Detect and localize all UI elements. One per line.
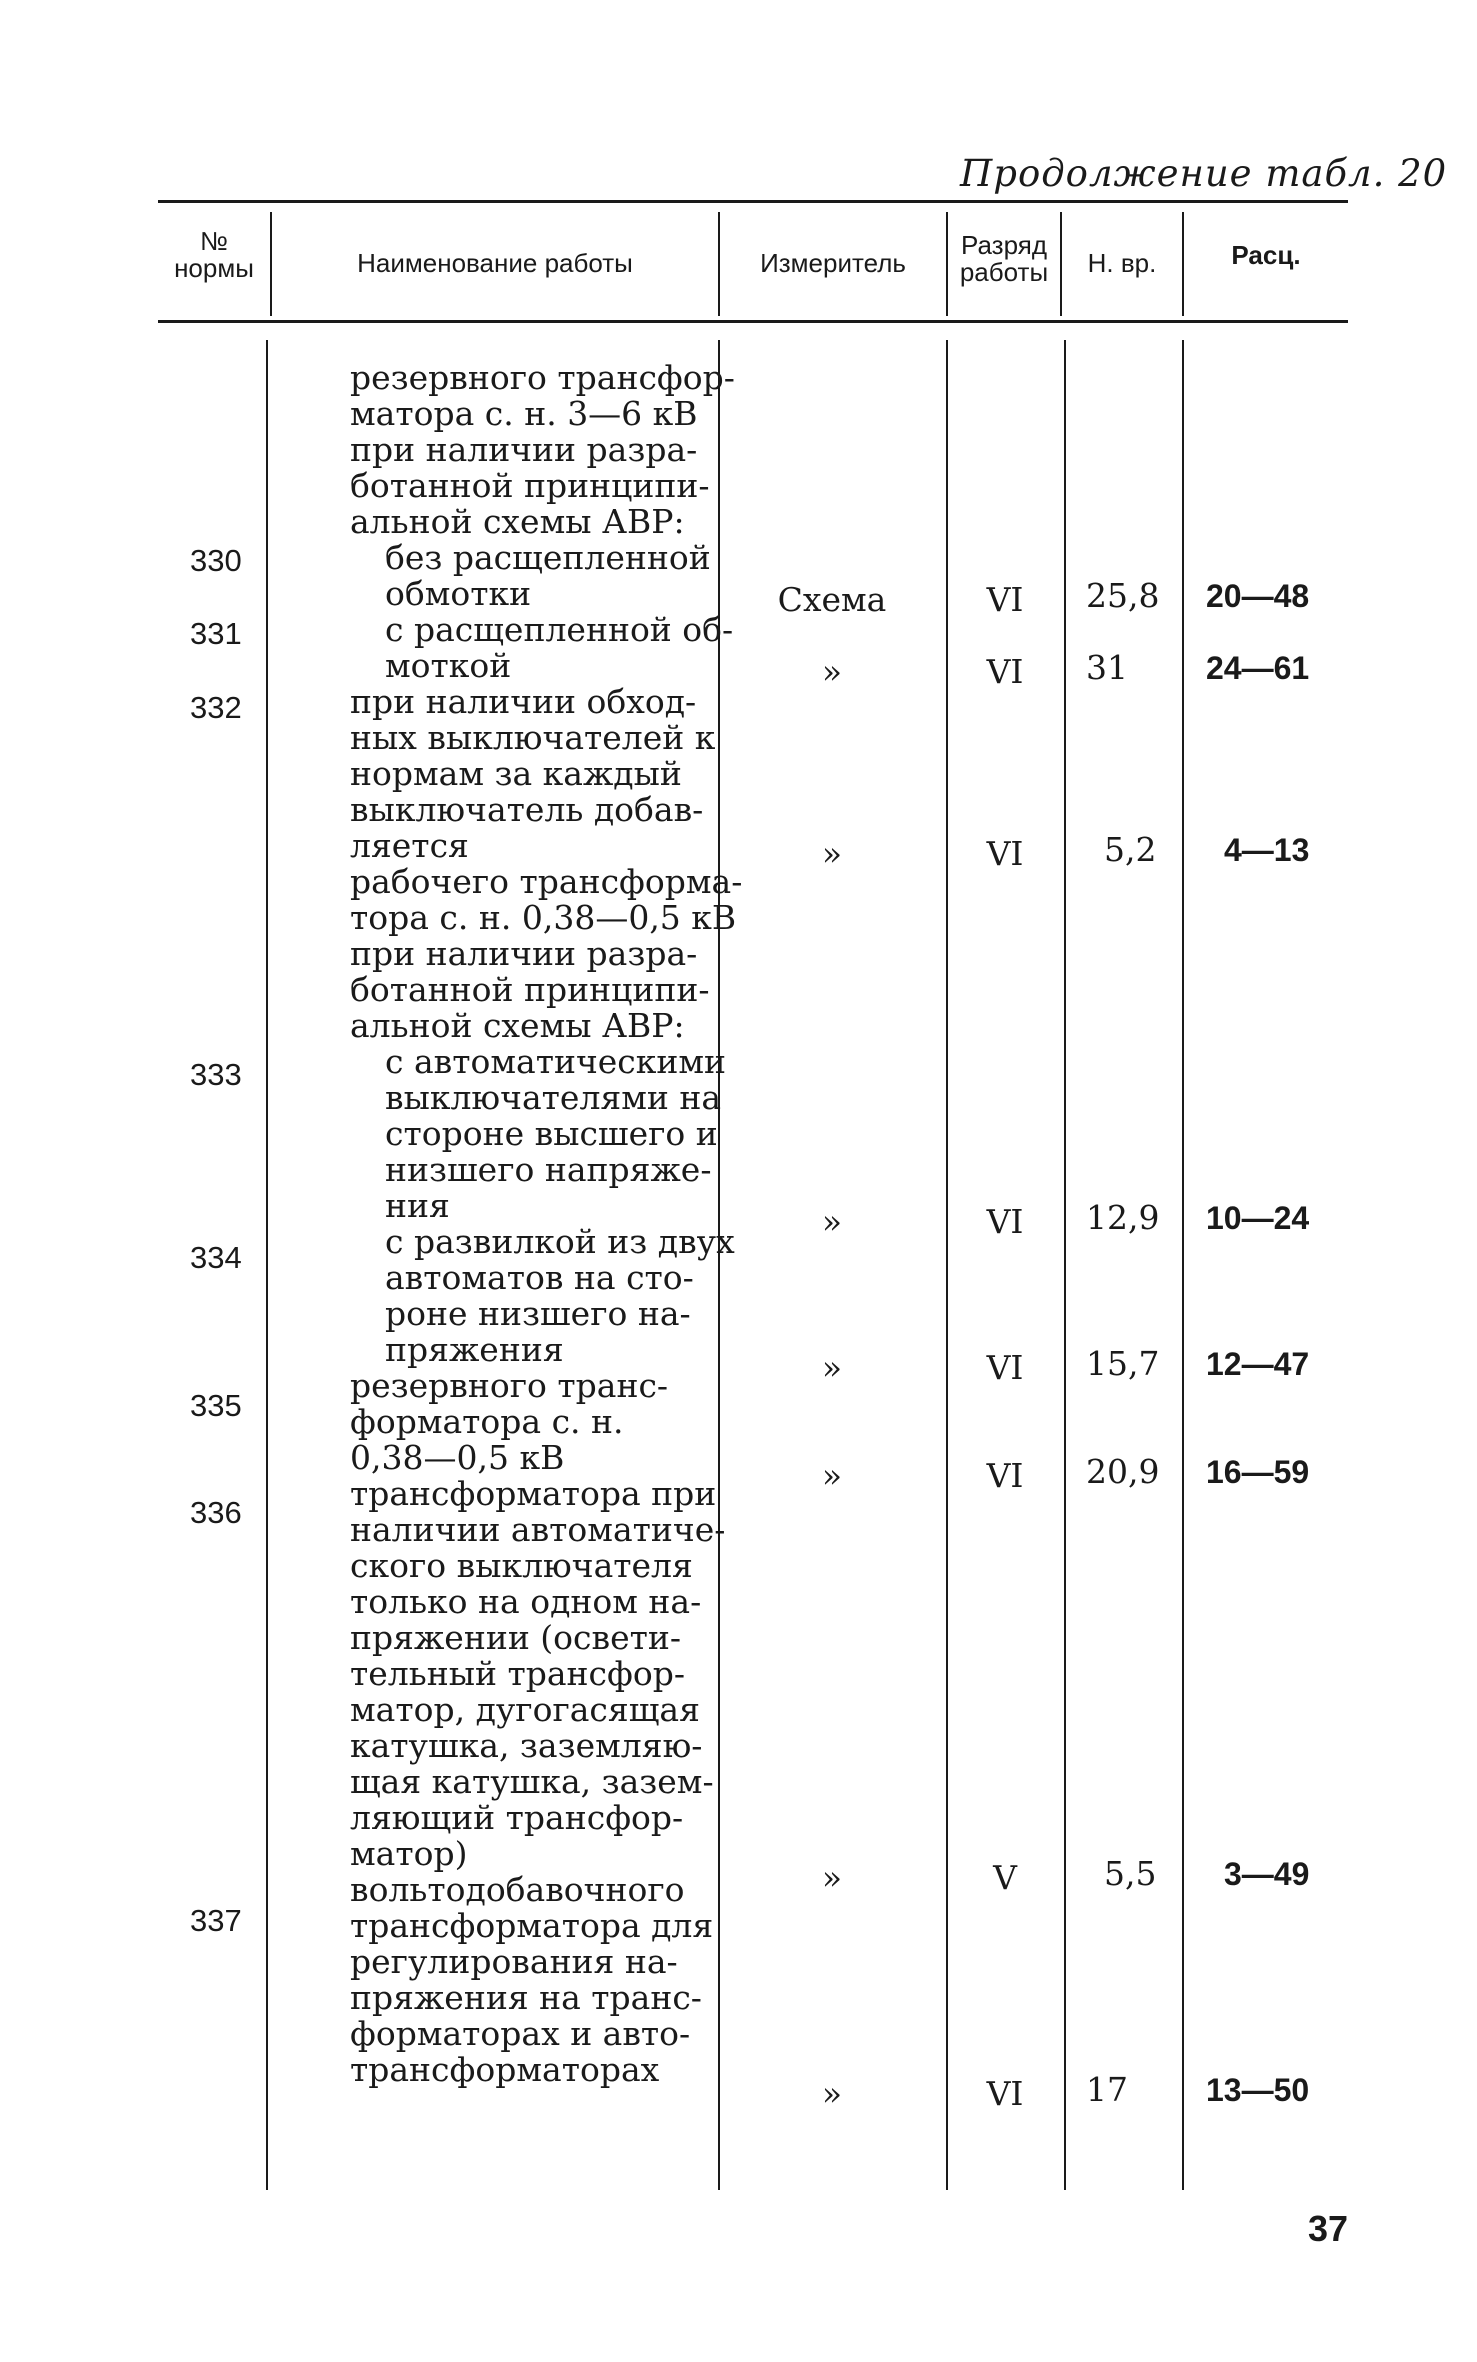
measure-value: » — [821, 2074, 843, 2113]
description-line: форматорах и авто- — [350, 2014, 691, 2053]
grade-value: VI — [986, 834, 1024, 873]
norm-number: 333 — [190, 1057, 242, 1092]
rate-value: 12—47 — [1206, 1346, 1310, 1382]
description-line: трансформаторах — [350, 2050, 660, 2089]
header-norm-number: № нормы — [174, 226, 254, 284]
measure-value: » — [821, 1202, 843, 1241]
measure-value: Схема — [777, 580, 887, 619]
description-line: ных выключателей к — [350, 718, 716, 757]
header-measure: Измеритель — [760, 248, 906, 278]
body-sep-3 — [946, 340, 948, 2190]
body-sep-5 — [1182, 340, 1184, 2190]
header-grade: Разряд работы — [959, 230, 1049, 288]
description-line: тора с. н. 0,38—0,5 кВ — [350, 898, 737, 937]
description-line: матора с. н. 3—6 кВ — [350, 394, 698, 433]
header-rate: Расц. — [1231, 240, 1301, 270]
description-line: ляющий трансфор- — [350, 1798, 684, 1837]
description-line: ния — [385, 1186, 450, 1225]
body-sep-1 — [266, 340, 268, 2190]
description-line: стороне высшего и — [385, 1114, 718, 1153]
description-line: ботанной принципи- — [350, 970, 710, 1009]
description-line: пряжении (освети- — [350, 1618, 682, 1657]
time-norm-value: 15,7 — [1086, 1344, 1160, 1383]
header-sep-4 — [1060, 212, 1062, 316]
measure-value: » — [821, 652, 843, 691]
measure-value: » — [821, 834, 843, 873]
description-line: с автоматическими — [385, 1042, 727, 1081]
grade-value: VI — [986, 1456, 1024, 1495]
description-line: тельный трансфор- — [350, 1654, 685, 1693]
rate-value: 13—50 — [1206, 2072, 1310, 2108]
description-line: щая катушка, зазем- — [350, 1762, 714, 1801]
description-line: ского выключателя — [350, 1546, 693, 1585]
rate-value: 4—13 — [1224, 832, 1310, 868]
description-line: выключатель добав- — [350, 790, 704, 829]
description-line: альной схемы АВР: — [350, 502, 685, 541]
header-bottom-rule — [158, 320, 1348, 323]
body-sep-4 — [1064, 340, 1066, 2190]
page-number: 37 — [1308, 2208, 1349, 2249]
rate-value: 10—24 — [1206, 1200, 1310, 1236]
header-sep-3 — [946, 212, 948, 316]
time-norm-value: 5,5 — [1104, 1854, 1157, 1893]
description-line: при наличии разра- — [350, 430, 698, 469]
description-line: регулирования на- — [350, 1942, 678, 1981]
description-line: обмотки — [385, 574, 532, 613]
grade-value: VI — [986, 652, 1024, 691]
description-line: трансформатора для — [350, 1906, 714, 1945]
description-line: форматора с. н. — [350, 1402, 624, 1441]
grade-value: VI — [986, 1348, 1024, 1387]
rate-value: 3—49 — [1224, 1856, 1310, 1892]
description-line: пряжения на транс- — [350, 1978, 702, 2017]
description-line: вольтодобавочного — [350, 1870, 685, 1909]
header-sep-5 — [1182, 212, 1184, 316]
description-line: резервного трансфор- — [350, 358, 735, 397]
grade-value: VI — [986, 1202, 1024, 1241]
grade-value: VI — [986, 580, 1024, 619]
description-line: альной схемы АВР: — [350, 1006, 685, 1045]
norm-number: 332 — [190, 690, 242, 725]
description-line: моткой — [385, 646, 512, 685]
norm-number: 337 — [190, 1903, 242, 1938]
description-line: трансформатора при — [350, 1474, 717, 1513]
measure-value: » — [821, 1348, 843, 1387]
time-norm-value: 5,2 — [1104, 830, 1157, 869]
description-line: 0,38—0,5 кВ — [350, 1438, 565, 1477]
description-line: только на одном на- — [350, 1582, 702, 1621]
description-line: рабочего трансформа- — [350, 862, 743, 901]
table-continuation-title: Продолжение табл. 20 — [960, 152, 1448, 195]
description-line: матор, дугогасящая — [350, 1690, 700, 1729]
description-line: роне низшего на- — [385, 1294, 691, 1333]
norm-number: 330 — [190, 543, 242, 578]
time-norm-value: 25,8 — [1086, 576, 1160, 615]
description-line: резервного транс- — [350, 1366, 669, 1405]
description-line: автоматов на сто- — [385, 1258, 694, 1297]
norm-number: 334 — [190, 1240, 242, 1275]
rate-value: 24—61 — [1206, 650, 1310, 686]
description-line: при наличии разра- — [350, 934, 698, 973]
time-norm-value: 31 — [1086, 648, 1128, 687]
grade-value: VI — [986, 2074, 1024, 2113]
description-line: матор) — [350, 1834, 468, 1873]
header-top-rule — [158, 200, 1348, 203]
rate-value: 16—59 — [1206, 1454, 1310, 1490]
description-line: с расщепленной об- — [385, 610, 734, 649]
description-line: ботанной принципи- — [350, 466, 710, 505]
header-sep-1 — [270, 212, 272, 316]
rate-value: 20—48 — [1206, 578, 1310, 614]
norm-number: 331 — [190, 616, 242, 651]
description-line: низшего напряже- — [385, 1150, 712, 1189]
description-line: нормам за каждый — [350, 754, 682, 793]
description-line: с развилкой из двух — [385, 1222, 735, 1261]
norm-number: 335 — [190, 1388, 242, 1423]
description-line: при наличии обход- — [350, 682, 697, 721]
measure-value: » — [821, 1858, 843, 1897]
norm-number: 336 — [190, 1495, 242, 1530]
header-time-norm: Н. вр. — [1087, 248, 1157, 278]
description-line: без расщепленной — [385, 538, 711, 577]
description-line: катушка, заземляю- — [350, 1726, 703, 1765]
header-work-name: Наименование работы — [357, 248, 633, 278]
time-norm-value: 17 — [1086, 2070, 1128, 2109]
description-line: ляется — [350, 826, 469, 865]
description-line: выключателями на — [385, 1078, 722, 1117]
description-line: наличии автоматиче- — [350, 1510, 726, 1549]
header-sep-2 — [718, 212, 720, 316]
description-line: пряжения — [385, 1330, 564, 1369]
measure-value: » — [821, 1456, 843, 1495]
time-norm-value: 12,9 — [1086, 1198, 1160, 1237]
grade-value: V — [993, 1858, 1017, 1897]
time-norm-value: 20,9 — [1086, 1452, 1160, 1491]
